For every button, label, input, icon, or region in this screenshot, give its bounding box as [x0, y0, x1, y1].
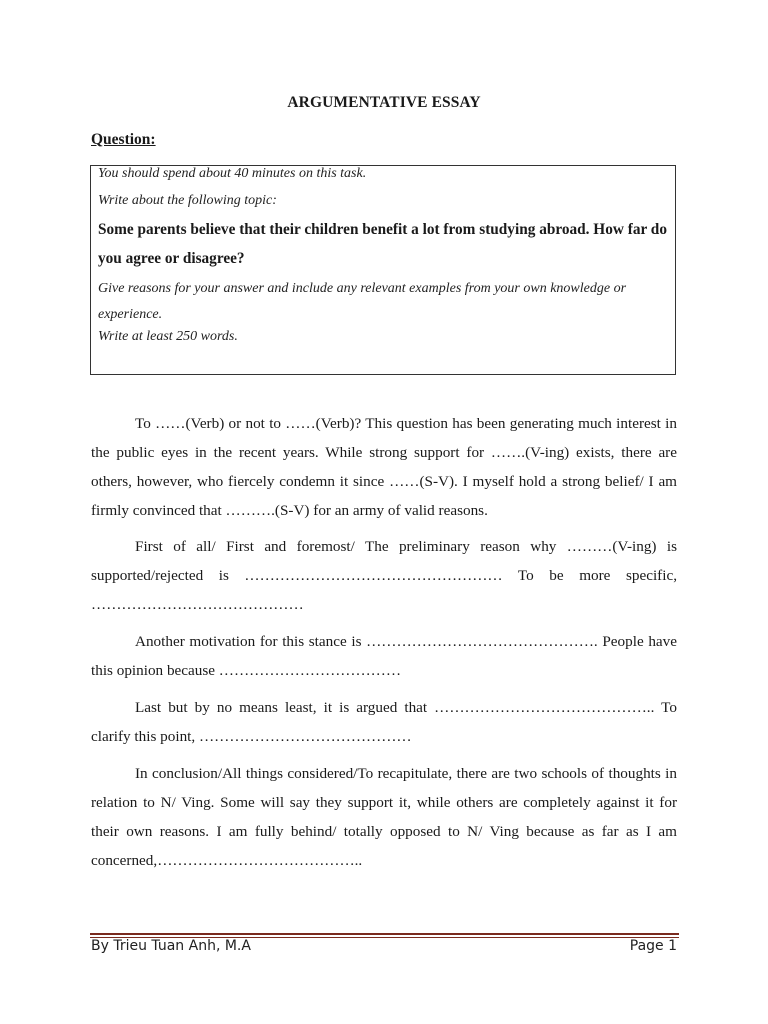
- question-label: Question:: [91, 131, 156, 148]
- paragraph-conclusion: In conclusion/All things considered/To recapitulate, there are two schools of thoughts in relation to N/ Ving. Some will say they support it, while others are completely against it for their own reasons. I am fully behind/ totally opposed to N/ Ving because as far as I am concerned,…………………………………..: [91, 765, 677, 869]
- paragraph-third-reason: Last but by no means least, it is argued that …………………………………….. To clarify this point, ……………………………………: [91, 699, 677, 745]
- answer-instruction: Give reasons for your answer and include any relevant examples from your own knowledge or experience.: [98, 281, 627, 322]
- question-box: [90, 165, 676, 375]
- paragraph-introduction: To ……(Verb) or not to ……(Verb)? This question has been generating much interest in the public eyes in the recent years. While strong support for …….(V-ing) exists, there are others, however, who fiercely condemn it since ……(S-V). I myself hold a strong belief/ I am firmly convinced that ……….(S-V) for an army of valid reasons.: [91, 415, 677, 519]
- topic-intro: Write about the following topic:: [98, 193, 277, 208]
- page-number: Page 1: [629, 938, 677, 954]
- paragraph-second-reason: Another motivation for this stance is ………………………………………. People have this opinion because ………………………………: [91, 633, 677, 679]
- essay-topic: Some parents believe that their children benefit a lot from studying abroad. How far do you agree or disagree?: [98, 221, 667, 267]
- paragraph-first-reason: First of all/ First and foremost/ The preliminary reason why ………(V-ing) is supported/rejected is …………………………………………… To be more specific, ……………………………………: [91, 538, 677, 613]
- footer-author: By Trieu Tuan Anh, M.A: [91, 938, 251, 954]
- word-count-instruction: Write at least 250 words.: [98, 329, 238, 344]
- footer-divider: [90, 933, 679, 935]
- document-title: ARGUMENTATIVE ESSAY: [287, 94, 481, 111]
- time-instruction: You should spend about 40 minutes on this task.: [98, 166, 367, 181]
